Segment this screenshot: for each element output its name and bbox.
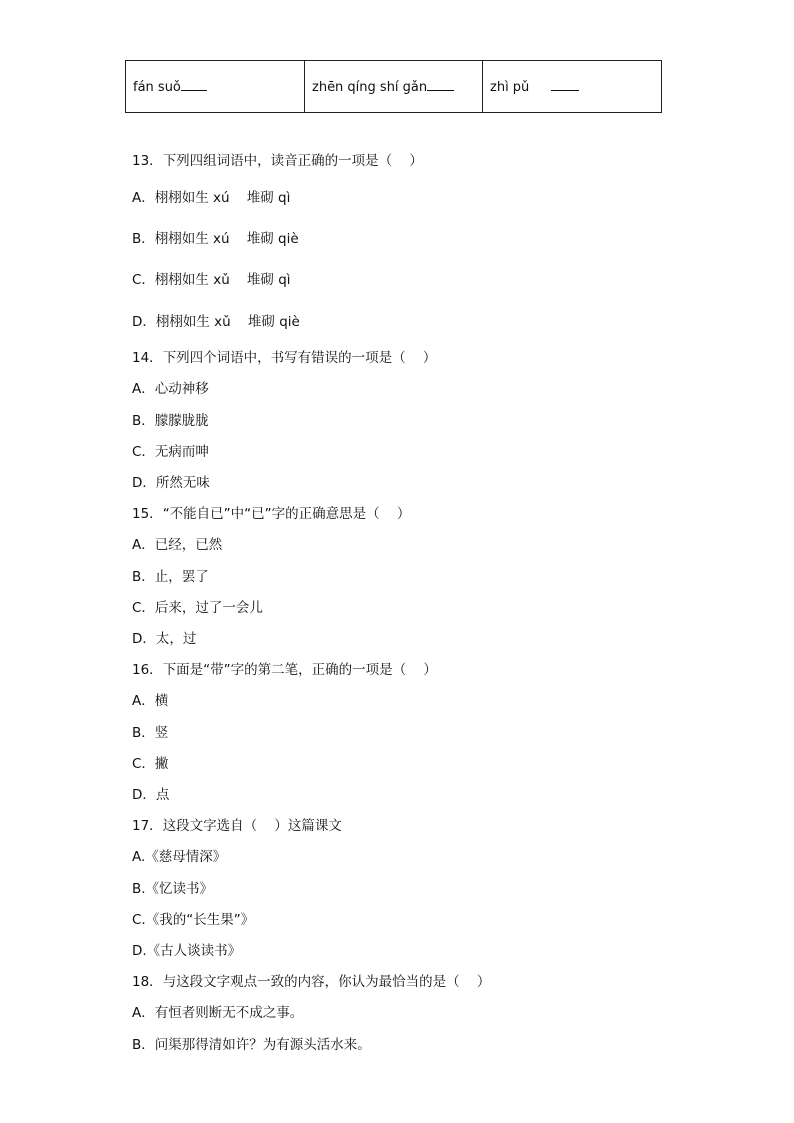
question-16-option-b[interactable]: B．竖 — [132, 725, 169, 741]
answer-blank[interactable] — [181, 78, 207, 91]
question-number: 18． — [132, 974, 163, 990]
question-15-option-a[interactable]: A．已经，已然 — [132, 537, 223, 553]
question-text: “不能自已”中“已”字的正确意思是（ ） — [162, 506, 411, 522]
question-17-option-d[interactable]: D.《古人谈读书》 — [132, 943, 242, 959]
question-14-option-c[interactable]: C．无病而呻 — [132, 444, 209, 460]
question-number: 17． — [132, 818, 163, 834]
question-14-option-d[interactable]: D．所然无味 — [132, 475, 210, 491]
question-number: 14． — [132, 350, 163, 366]
pinyin-table — [125, 60, 662, 113]
question-17-option-b[interactable]: B.《忆读书》 — [132, 881, 214, 897]
question-15-option-c[interactable]: C．后来，过了一会儿 — [132, 600, 263, 616]
pinyin-cell — [483, 61, 662, 113]
question-18-option-a[interactable]: A．有恒者则断无不成之事。 — [132, 1005, 304, 1021]
question-17-option-c[interactable]: C.《我的“长生果”》 — [132, 912, 255, 928]
pinyin-text: fán suǒ — [133, 80, 181, 95]
question-number: 15． — [132, 506, 163, 522]
question-13-option-d[interactable]: D．栩栩如生 xǔ 堆砌 qiè — [132, 314, 300, 330]
answer-blank[interactable] — [427, 78, 454, 91]
question-16-option-c[interactable]: C．撇 — [132, 756, 169, 772]
question-13-stem — [132, 152, 423, 170]
question-17-stem — [132, 817, 342, 835]
question-14-option-b[interactable]: B．朦朦胧胧 — [132, 413, 209, 429]
pinyin-cell — [305, 61, 483, 113]
question-14-stem — [132, 349, 436, 367]
question-15-option-d[interactable]: D．太，过 — [132, 631, 197, 647]
question-16-stem — [132, 661, 437, 679]
pinyin-text: zhì pǔ — [490, 80, 530, 95]
question-14-option-a[interactable]: A．心动神移 — [132, 381, 209, 397]
question-number: 13． — [132, 153, 163, 169]
question-text: 下面是“带”字的第二笔，正确的一项是（ ） — [162, 662, 437, 678]
question-18-option-b[interactable]: B．问渠那得清如许？为有源头活水来。 — [132, 1037, 371, 1053]
question-text: 下列四组词语中，读音正确的一项是（ ） — [162, 153, 423, 169]
question-16-option-a[interactable]: A．横 — [132, 693, 169, 709]
pinyin-cell — [126, 61, 305, 113]
pinyin-text: zhēn qíng shí gǎn — [312, 80, 428, 95]
question-15-option-b[interactable]: B．止，罢了 — [132, 569, 209, 585]
question-17-option-a[interactable]: A.《慈母情深》 — [132, 849, 227, 865]
question-13-option-c[interactable]: C．栩栩如生 xǔ 堆砌 qì — [132, 272, 291, 288]
question-number: 16． — [132, 662, 163, 678]
question-16-option-d[interactable]: D．点 — [132, 787, 170, 803]
question-13-option-b[interactable]: B．栩栩如生 xú 堆砌 qiè — [132, 231, 299, 247]
question-15-stem — [132, 505, 410, 523]
question-text: 这段文字选自（ ）这篇课文 — [162, 818, 342, 834]
question-18-stem — [132, 973, 490, 991]
question-13-option-a[interactable]: A．栩栩如生 xú 堆砌 qì — [132, 190, 291, 206]
question-text: 与这段文字观点一致的内容，你认为最恰当的是（ ） — [162, 974, 491, 990]
answer-blank[interactable] — [551, 78, 579, 91]
pinyin-table-row — [126, 61, 662, 113]
question-text: 下列四个词语中，书写有错误的一项是（ ） — [162, 350, 437, 366]
